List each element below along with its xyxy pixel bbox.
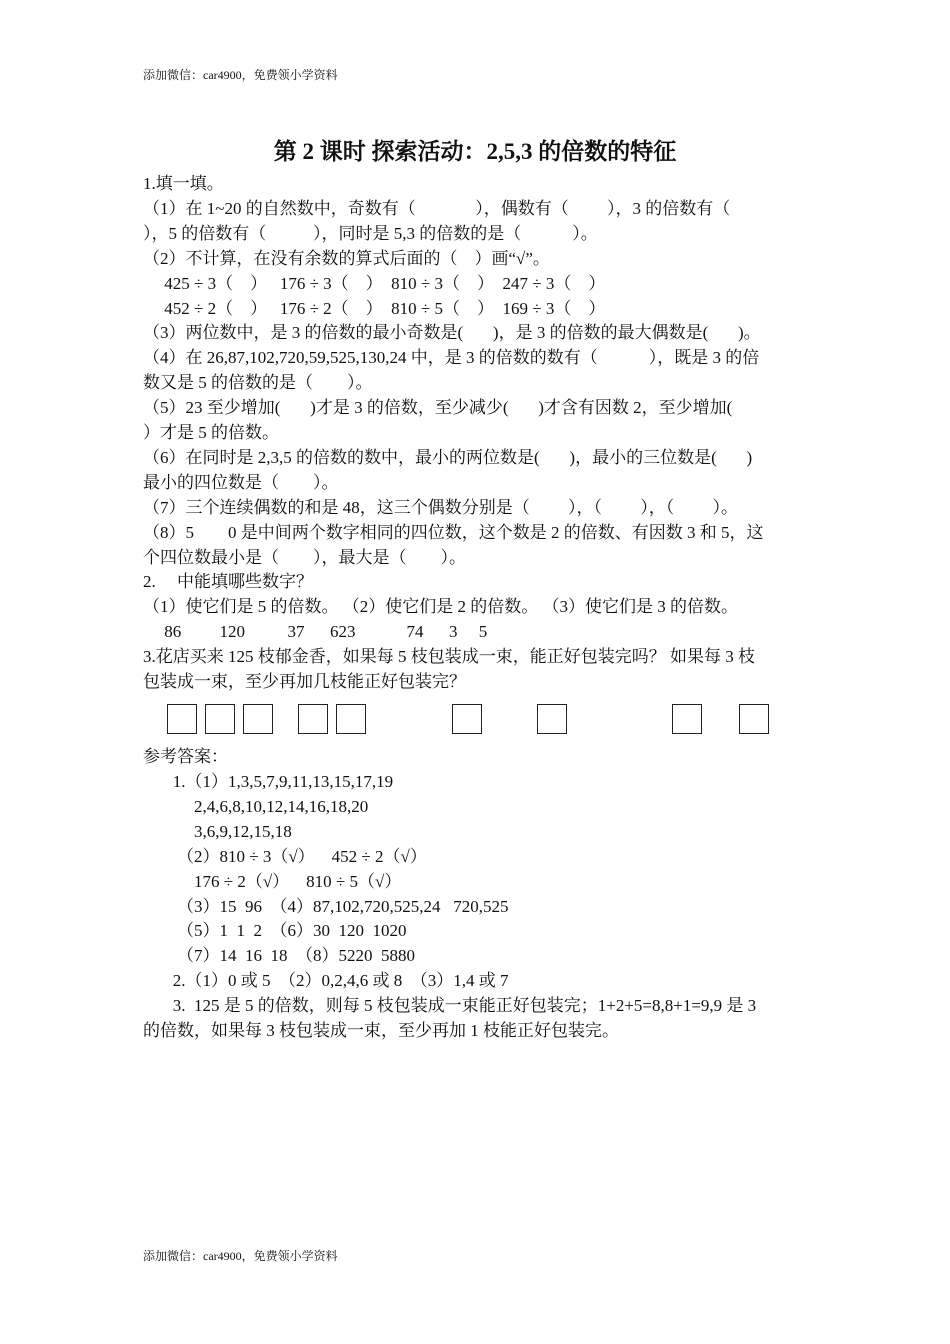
answer-line: 2,4,6,8,10,12,14,16,18,20 <box>143 796 369 816</box>
question-line: （4）在 26,87,102,720,59,525,130,24 中，是 3 的倍数的数有（ ），既是 3 的倍 <box>143 348 760 368</box>
answer-line: 3,6,9,12,15,18 <box>143 821 292 841</box>
question-line: 86 120 37 623 74 3 5 <box>143 622 488 642</box>
blank-box <box>452 704 482 734</box>
question-line: （3）两位数中，是 3 的倍数的最小奇数是( )，是 3 的倍数的最大偶数是( )。 <box>143 323 761 343</box>
question-line: 个四位数最小是（ ），最大是（ ）。 <box>143 547 466 567</box>
page-header: 添加微信：car4900，免费领小学资料 <box>143 68 338 82</box>
blank-box <box>167 704 197 734</box>
answer-line: （3）15 96 （4）87,102,720,525,24 720,525 <box>143 896 509 916</box>
question-line: ），5 的倍数有（ ），同时是 5,3 的倍数的是（ ）。 <box>143 223 598 243</box>
question-line: 包装成一束，至少再加几枝能正好包装完？ <box>143 672 466 691</box>
page-title: 第 2 课时 探索活动：2,5,3 的倍数的特征 <box>273 139 677 164</box>
question-line: ）才是 5 的倍数。 <box>143 423 279 442</box>
question-line: （5）23 至少增加( )才是 3 的倍数，至少减少( )才含有因数 2，至少增加( <box>143 398 733 418</box>
question-line: （6）在同时是 2,3,5 的倍数的数中，最小的两位数是( )，最小的三位数是( ) <box>143 447 753 467</box>
blank-box <box>739 704 769 734</box>
page-footer: 添加微信：car4900，免费领小学资料 <box>143 1249 338 1263</box>
blank-box <box>336 704 366 734</box>
question-line: 425 ÷ 3（ ） 176 ÷ 3（ ） 810 ÷ 3（ ） 247 ÷ 3（ ） <box>143 273 606 293</box>
question-line: （1）使它们是 5 的倍数。 （2）使它们是 2 的倍数。 （3）使它们是 3 的倍数。 <box>143 597 738 617</box>
blank-box <box>205 704 235 734</box>
question-line: 最小的四位数是（ ）。 <box>143 472 339 492</box>
answer-line: 2.（1）0 或 5 （2）0,2,4,6 或 8 （3）1,4 或 7 <box>143 971 509 991</box>
question-line: 3.花店买来 125 枝郁金香，如果每 5 枝包装成一束，能正好包装完吗？ 如果每 3 枝 <box>143 647 755 667</box>
question-line: 1.填一填。 <box>143 174 224 193</box>
question-line: （1）在 1~20 的自然数中，奇数有（ ），偶数有（ ），3 的倍数有（ <box>143 198 731 218</box>
blank-box <box>672 704 702 734</box>
blank-box <box>537 704 567 734</box>
answer-line: （5）1 1 2 （6）30 120 1020 <box>143 921 407 941</box>
answer-line: 3. 125 是 5 的倍数，则每 5 枝包装成一束能正好包装完；1+2+5=8,8+1=9,9 是 3 <box>143 996 757 1016</box>
answer-line: 176 ÷ 2（√） 810 ÷ 5（√） <box>143 871 402 891</box>
blank-box <box>298 704 328 734</box>
question-line: 数又是 5 的倍数的是（ ）。 <box>143 373 373 393</box>
answer-line: 的倍数，如果每 3 枝包装成一束，至少再加 1 枝能正好包装完。 <box>143 1021 619 1040</box>
answer-line: （7）14 16 18 （8）5220 5880 <box>143 946 415 966</box>
question-line: 2. 中能填哪些数字？ <box>143 572 313 592</box>
answers-title: 参考答案： <box>143 747 228 766</box>
blank-box <box>243 704 273 734</box>
question-line: 452 ÷ 2（ ） 176 ÷ 2（ ） 810 ÷ 5（ ） 169 ÷ 3（ ） <box>143 298 606 318</box>
question-line: （2）不计算，在没有余数的算式后面的（ ）画“√”。 <box>143 248 550 268</box>
answer-line: 1.（1）1,3,5,7,9,11,13,15,17,19 <box>143 772 394 791</box>
question-line: （7）三个连续偶数的和是 48，这三个偶数分别是（ ），（ ），（ ）。 <box>143 497 738 517</box>
question-line: （8）5 0 是中间两个数字相同的四位数，这个数是 2 的倍数、有因数 3 和 5，这 <box>143 522 764 542</box>
answer-line: （2）810 ÷ 3（√） 452 ÷ 2（√） <box>143 846 427 866</box>
